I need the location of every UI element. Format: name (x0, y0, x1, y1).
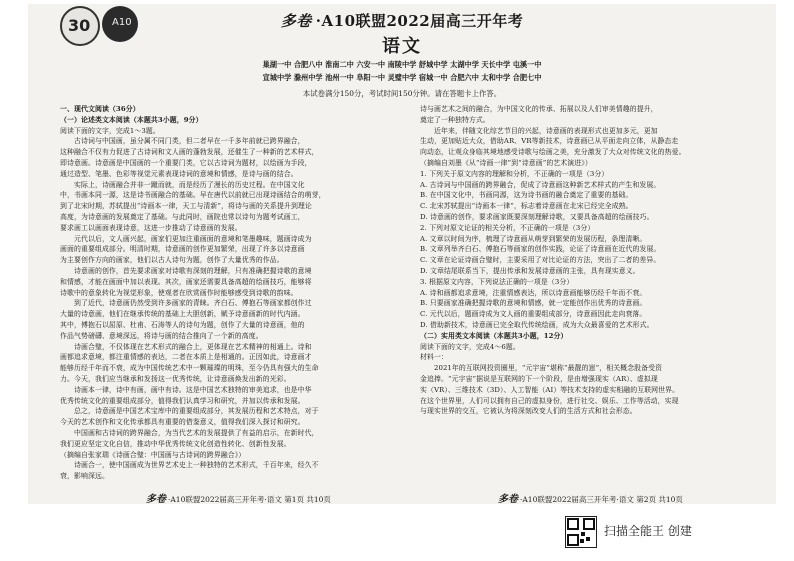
text-line: 能够历经千年而不衰，成为中国传统艺术中一颗璀璨的明珠，至今仍具有强大的生命 (60, 364, 319, 373)
school-list-row-2: 宣城中学 滁州中学 池州一中 阜阳一中 灵璧中学 宿城一中 合肥六中 太和中学 合肥七中 (262, 73, 542, 82)
subject-title: 语文 (382, 36, 422, 57)
text-line: 一、现代文阅读（36分） (60, 105, 140, 113)
text-line: 向动态，让观众身临其境地感受诗歌与绘画之美，充分激发了大众对传统文化的热爱。 (420, 148, 686, 157)
text-line: 阅读下面的文字，完成4～6题。 (420, 342, 520, 351)
text-line: 古诗词与中国画，虽分属不同门类，但二者早在一千多年前就已跨界融合， (60, 137, 305, 146)
text-line: 在这个世界里，人们可以拥有自己的虚拟身份，进行社交、娱乐、工作等活动，实现 (420, 396, 679, 405)
text-line: B. 文章列举齐白石、傅抱石等画家的创作实践，论证了诗意画在近代的发展。 (420, 245, 661, 254)
text-line: 画都追求意境，都注重情感的表达，二者在本质上是相通的。正因如此，诗意画才 (60, 353, 312, 362)
text-line: 衰，影响深远。 (60, 472, 109, 481)
exam-note: 本试卷满分150分，考试时间150分钟。请在答题卡上作答。 (302, 89, 502, 98)
text-line: 近年来，伴随文化综艺节目的兴起，诗意画的表现形式也更加多元，更加 (420, 126, 658, 135)
text-line: 诗与画艺术之间的融合，为中国文化的传承、拓展以及人们审美情趣的提升， (420, 105, 658, 113)
text-line: 生动，更加贴近大众，借助AR、VR等新技术，诗意画已从平面走向立体，从静态走 (420, 137, 679, 146)
text-line: D. 借助新技术，诗意画已完全取代传统绘画，成为大众最喜爱的艺术形式。 (420, 320, 654, 329)
text-line: 大量的诗意画，他们在继承传统的基础上大胆创新，赋予诗意画新的时代内涵。 (60, 310, 305, 319)
text-line: 高度，为诗意画的发展奠定了基础。与此同时，画院也常以诗句为题考试画工， (60, 212, 305, 221)
text-line: 实（VR）、三维技术（3D）、人工智能（AI）等技术支持的虚实相融的互联网世界。 (420, 385, 680, 394)
text-line: 即诗意画。诗意画是中国画的一个重要门类，它以古诗词为题材，以绘画为手段， (60, 158, 312, 167)
text-line: 实际上，诗画融合并非一蹴而就，而是经历了漫长的历史过程。在中国文化 (60, 180, 305, 189)
text-line: 作品气势磅礴、意境深远，将诗与画的结合推向了一个新的高度。 (60, 331, 263, 340)
text-line: 材料一： (420, 353, 448, 362)
footer-brand: 多卷 (146, 494, 166, 505)
text-line: B. 只要画家准确把握诗歌的意境和情感，就一定能创作出优秀的诗意画。 (420, 299, 647, 308)
text-line: 金追捧。“元宇宙”据说是互联网的下一个阶段，是由增强现实（AR）、虚拟现 (420, 374, 658, 383)
text-line: 中国画和古诗词的跨界融合，为当代艺术的发展提供了有益的启示，在新时代， (60, 428, 319, 437)
title-text: ·A10联盟2022届高三开年考 (315, 12, 524, 30)
text-line: 其中，傅抱石以屈原、杜甫、石涛等人的诗句为题，创作了大量的诗意画，他的 (60, 320, 305, 329)
text-line: D. 诗意画的创作，要求画家既要深刻理解诗歌，又要具备高超的绘画技巧。 (420, 212, 654, 221)
right-text-column (420, 104, 770, 417)
text-line: 优秀传统文化的重要组成部分，值得我们认真学习和研究，并加以传承和发展。 (60, 396, 305, 405)
text-line: 这种融合不仅有力促进了古诗词和文人画的蓬勃发展，还催生了一种新的艺术样式， (60, 148, 319, 157)
text-line: C. 北宋苏轼提出“诗画本一律”，标志着诗意画在北宋已经完全成熟。 (420, 202, 633, 211)
page-footer-1 (146, 490, 331, 505)
brand-mark: 多卷 (280, 12, 312, 30)
text-line: 到了近代，诗意画仍然受到许多画家的青睐。齐白石、傅抱石等画家都创作过 (60, 299, 312, 308)
school-list-row-1: 巢湖一中 合肥八中 淮南二中 六安一中 南陵中学 舒城中学 太湖中学 天长中学 屯溪一中 (262, 60, 542, 69)
text-line: （二）实用类文本阅读（本题共3小题，12分） (420, 331, 568, 340)
text-line: 画面的重要组成部分。明清时期，诗意画的创作更加繁荣，出现了许多以诗意画 (60, 245, 305, 254)
footer-brand: 多卷 (498, 494, 518, 505)
text-line: 我们更应坚定文化自信，推动中华优秀传统文化创造性转化、创新性发展。 (60, 439, 291, 448)
exam-title (28, 10, 776, 31)
text-line: 和情感，才能在画面中加以表现。其次，画家还需要具备高超的绘画技巧，能够将 (60, 277, 312, 286)
text-line: 元代以后，文人画兴起，画家们更加注重画面的意境和笔墨趣味，题画诗成为 (60, 234, 312, 243)
text-line: 通过造型、笔墨、色彩等视觉元素表现诗词的意境和情感，是诗与画的结合。 (60, 169, 298, 178)
footer-page-2: ·A10联盟2022届高三开年考·语文 第2页 共10页 (520, 495, 683, 504)
text-line: （一）论述类文本阅读（本题共3小题，9分） (60, 115, 203, 124)
text-line: 2. 下列对原文论证的相关分析，不正确的一项是（3分） (420, 223, 595, 232)
text-line: 力。今天，我们应当继承和发扬这一优秀传统，让诗意画焕发出新的光彩。 (60, 374, 291, 383)
text-line: 诗画合一，使中国画成为世界艺术史上一种独特的艺术形式，千百年来，经久不 (60, 461, 319, 470)
text-line: 阅读下面的文字，完成1～3题。 (60, 126, 160, 135)
qr-code-icon (565, 516, 597, 548)
text-line: B. 在中国文化中，书画同源，这为诗书画的融合奠定了重要的基础。 (420, 191, 633, 200)
exam-page (28, 4, 776, 504)
text-line: 到了北宋时期，苏轼提出“诗画本一律，天工与清新”，将诗与画的关系提升到理论 (60, 202, 312, 211)
footer-page-1: ·A10联盟2022届高三开年考·语文 第1页 共10页 (168, 495, 331, 504)
text-line: 诗画合璧，不仅体现在艺术形式的融合上，更体现在艺术精神的相通上。诗和 (60, 342, 312, 351)
alliance-logo: A10 (102, 6, 138, 42)
text-line: 与现实世界的交互，它被认为将深刻改变人们的生活方式和社会形态。 (420, 407, 637, 416)
text-line: C. 文章在论证诗画合璧时，主要采用了对比论证的方法，突出了二者的差异。 (420, 256, 661, 265)
text-line: A. 文章以时间为序，梳理了诗意画从萌芽到繁荣的发展历程，条理清晰。 (420, 234, 647, 243)
text-line: 2021年的互联网投资圈里，“元宇宙”堪称“最靓的崽”，相关概念股备受资 (420, 364, 663, 373)
anniversary-logo: 30 (60, 6, 100, 46)
text-line: A. 诗和画都追求意境，注重情感表达，所以诗意画能够历经千年而不衰。 (420, 288, 647, 297)
text-line: 奠定了一种独特方式。 (420, 115, 490, 124)
page-footer-2 (498, 490, 683, 505)
text-line: C. 元代以后，题画诗成为文人画的重要组成部分，诗意画因此走向衰落。 (420, 310, 647, 319)
text-line: 中，书画本同一源，这是诗书画融合的基础。早在唐代以前就已出现诗画结合的萌芽， (60, 191, 326, 200)
text-line: 诗歌中的意象转化为视觉形象，使观者在欣赏画作时能够感受到诗歌的韵味。 (60, 288, 298, 297)
text-line: 要求画工以画面表现诗意，这进一步推动了诗意画的发展。 (60, 223, 242, 232)
text-line: D. 文章结尾联系当下，提出传承和发展诗意画的主张，具有现实意义。 (420, 266, 640, 275)
text-line: 为主要创作方向的画家，他们以古人诗句为题，创作了大量优秀的作品。 (60, 256, 284, 265)
text-line: 诗意画的创作，首先要求画家对诗歌有深刻的理解，只有准确把握诗歌的意境 (60, 266, 312, 275)
left-text-column (60, 104, 410, 482)
scanner-watermark: 扫描全能王 创建 (604, 524, 692, 538)
text-line: 1. 下列关于原文内容的理解和分析，不正确的一项是（3分） (420, 169, 609, 178)
text-line: 诗画本一律，诗中有画，画中有诗。这是中国艺术独特的审美追求，也是中华 (60, 385, 312, 394)
text-line: 今天的艺术创作和文化传承都具有重要的借鉴意义，值得我们深入探讨和研究。 (60, 418, 305, 427)
text-line: 总之，诗意画是中国艺术宝库中的重要组成部分，其发展历程和艺术特点，对于 (60, 407, 319, 416)
text-line: （摘编自张家瑞《诗画合璧：中国画与古诗词的跨界融合》） (60, 450, 246, 459)
text-line: 3. 根据原文内容，下列说法正确的一项是（3分） (420, 277, 574, 286)
text-line: A. 古诗词与中国画的跨界融合，促成了诗意画这种新艺术样式的产生和发展。 (420, 180, 661, 189)
text-line: （摘编自刘墨《从“诗画一律”到“诗意画”的艺术演进》） (420, 158, 592, 167)
